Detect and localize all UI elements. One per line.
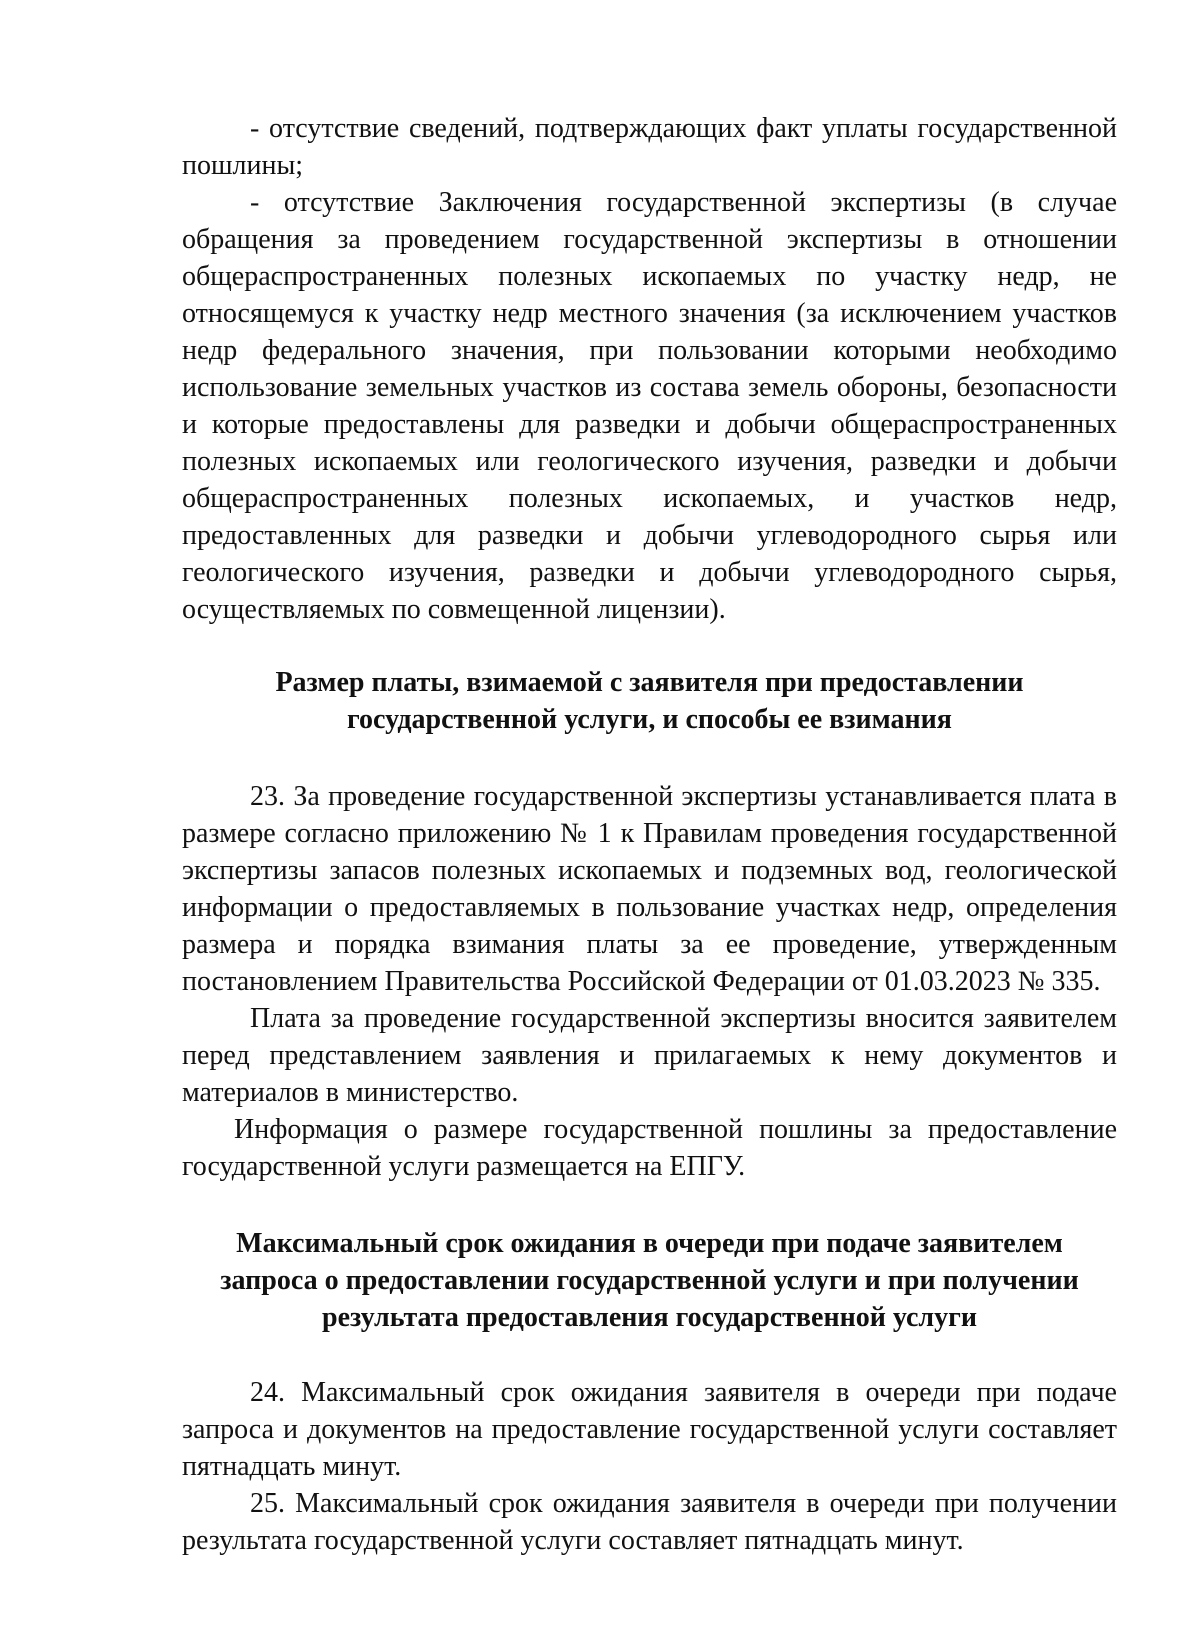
paragraph-23: 23. За проведение государственной экспертизы устанавливается плата в размере согласно приложению № 1 к Правилам проведения государственной экспертизы запасов полезных ископаемых и подземных вод, геологической информации о предоставляемых в пользование участках недр, определения размера и порядка взимания платы за ее проведение, утвержденным постановлением Правительства Российской Федерации от 01.03.2023 № 335.	[182, 781, 1117, 997]
document-page	[182, 110, 1117, 1559]
paragraph-duty-info: Информация о размере государственной пошлины за предоставление государственной услуги размещается на ЕПГУ.	[182, 1114, 1117, 1182]
paragraph-24: 24. Максимальный срок ожидания заявителя в очереди при подаче запроса и документов на предоставление государственной услуги составляет пятнадцать минут.	[182, 1377, 1117, 1482]
paragraph-25: 25. Максимальный срок ожидания заявителя в очереди при получении результата государственной услуги составляет пятнадцать минут.	[182, 1488, 1117, 1556]
heading-line: Максимальный срок ожидания в очереди при подаче заявителем	[236, 1228, 1063, 1259]
heading-line: результата предоставления государственной услуги	[322, 1302, 977, 1333]
heading-line: Размер платы, взимаемой с заявителя при предоставлении	[275, 667, 1024, 698]
heading-line: государственной услуги, и способы ее взимания	[347, 704, 952, 735]
heading-line: запроса о предоставлении государственной услуги и при получении	[220, 1265, 1079, 1296]
paragraph-no-expertise-conclusion: - отсутствие Заключения государственной экспертизы (в случае обращения за проведением государственной экспертизы в отношении общераспространенных полезных ископаемых по участку недр, не относящемуся к участку недр местного значения (за исключением участков недр федерального значения, при пользовании которыми необходимо использование земельных участков из состава земель обороны, безопасности и которые предоставлены для разведки и добычи общераспространенных полезных ископаемых или геологического изучения, разведки и добычи общераспространенных полезных ископаемых, и участков недр, предоставленных для разведки и добычи углеводородного сырья или геологического изучения, разведки и добычи углеводородного сырья, осуществляемых по совмещенной лицензии).	[182, 187, 1117, 625]
section-heading-queue	[182, 1225, 1117, 1336]
section-heading-fee	[182, 664, 1117, 738]
paragraph-no-fee-payment: - отсутствие сведений, подтверждающих факт уплаты государственной пошлины;	[182, 113, 1117, 181]
paragraph-fee-payment: Плата за проведение государственной экспертизы вносится заявителем перед представлением заявления и прилагаемых к нему документов и материалов в министерство.	[182, 1003, 1117, 1108]
